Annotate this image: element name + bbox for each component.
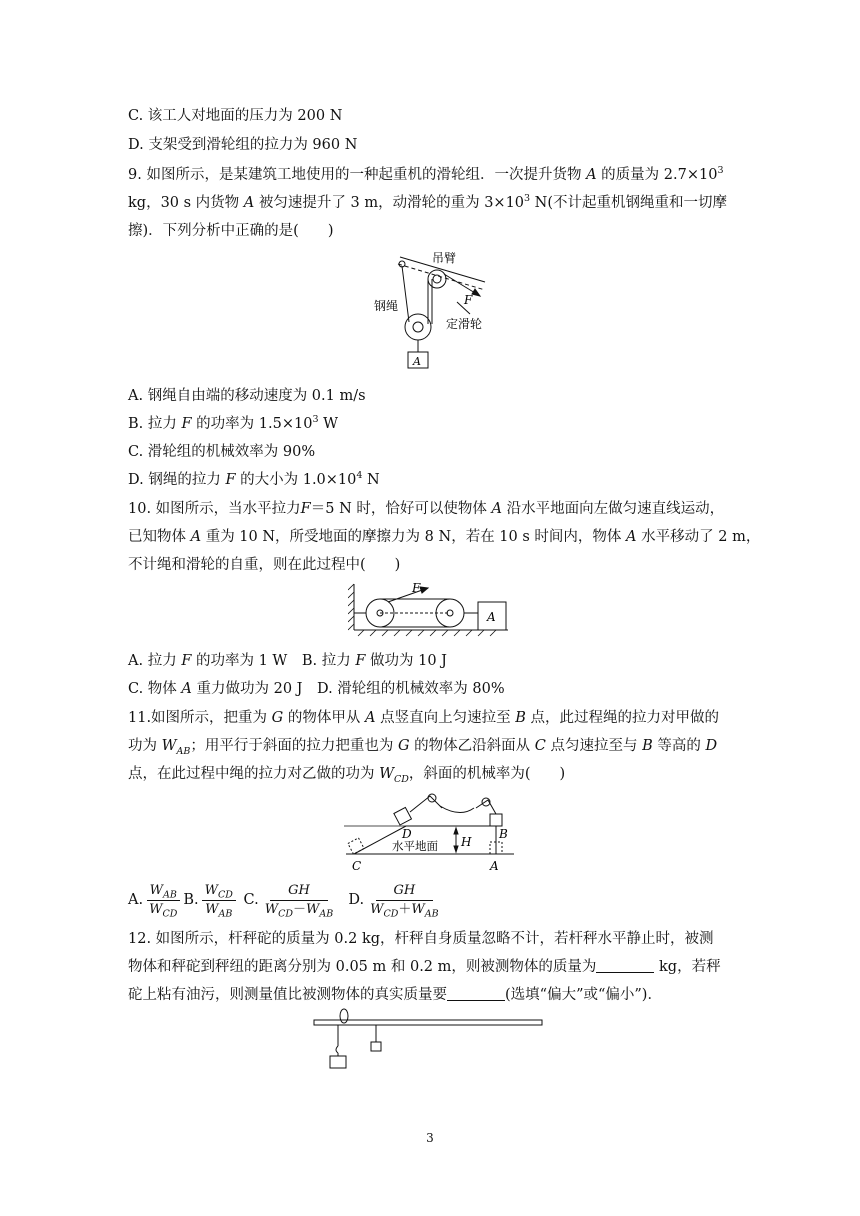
- q10-options-ab: A. 拉力 F 的功率为 1 W B. 拉力 F 做功为 10 J: [128, 653, 447, 669]
- q11-stem-line-3: 点，在此过程中绳的拉力对乙做的功为 $W_{CD}$，斜面的机械率为( ): [128, 766, 566, 785]
- q10-label-block: A: [487, 610, 496, 624]
- q9-label-arm: 吊臂: [432, 252, 457, 265]
- q11-options: A. $\frac{W_{AB}}{W_{CD}}$ B. $\frac{W_{CD}}{W_{AB}}$ C. $\frac{GH}{W_{CD}-W_{AB}}$ D. $\frac{GH}{W_{CD}+W_{AB}}$: [128, 882, 439, 920]
- q9-stem-line-1: 9. 如图所示，是某建筑工地使用的一种起重机的滑轮组．一次提升货物 A 的质量为 $2.7\times 10^3$: [128, 165, 724, 183]
- q12-answer-blank-1[interactable]: [596, 958, 654, 973]
- q11-label-d: D: [402, 827, 412, 841]
- page-number: 3: [426, 1131, 434, 1145]
- q10-stem-line-1: 10. 如图所示，当水平拉力F＝5 N 时，恰好可以使物体 A 沿水平地面向左做匀速直线运动，: [128, 501, 725, 517]
- q9-label-fixed-pulley: 定滑轮: [446, 317, 483, 331]
- q9-stem-line-2: kg，30 s 内货物 A 被匀速提升了 3 m，动滑轮的重为 $3\times 10^3$ N(不计起重机钢绳重和一切摩: [128, 193, 728, 211]
- q11-stem-line-2: 功为 $W_{AB}$；用平行于斜面的拉力把重也为 G 的物体乙沿斜面从 C 点匀速拉至与 B 等高的 D: [128, 738, 718, 757]
- q11-label-h: H: [461, 835, 472, 849]
- q9-stem-line-3: 擦)．下列分析中正确的是( ): [128, 223, 334, 239]
- q9-option-c: C. 滑轮组的机械效率为 90%: [128, 444, 316, 460]
- q11-incline-figure: [344, 786, 516, 876]
- q12-answer-blank-2[interactable]: [447, 986, 505, 1001]
- q9-option-a: A. 钢绳自由端的移动速度为 0.1 m/s: [128, 388, 366, 404]
- q11-label-a: A: [490, 859, 499, 873]
- q10-stem-line-2: 已知物体 A 重为 10 N，所受地面的摩擦力为 8 N，若在 10 s 时间内，物体 A 水平移动了 2 m，: [128, 529, 761, 545]
- q9-label-rope: 钢绳: [374, 299, 399, 313]
- q11-stem-line-1: 11.如图所示，把重为 G 的物体甲从 A 点竖直向上匀速拉至 B 点，此过程绳的拉力对甲做的: [128, 710, 719, 726]
- q8-option-d: D. 支架受到滑轮组的拉力为 960 N: [128, 137, 358, 153]
- q9-label-mass: A: [413, 355, 421, 368]
- q10-stem-line-3: 不计绳和滑轮的自重，则在此过程中( ): [128, 557, 401, 573]
- q12-stem-line-1: 12. 如图所示，杆秤砣的质量为 0.2 kg，杆秤自身质量忽略不计，若杆秤水平静止时，被测: [128, 931, 714, 947]
- q10-pulley-figure: [348, 582, 513, 638]
- q12-steelyard-figure: [312, 1008, 544, 1072]
- q9-crane-figure: [360, 252, 500, 372]
- q10-options-cd: C. 物体 A 重力做功为 20 J D. 滑轮组的机械效率为 80%: [128, 681, 505, 697]
- q9-option-d: D. 钢绳的拉力 F 的大小为 $1.0\times 10^4$ N: [128, 470, 380, 488]
- q8-option-c: C. 该工人对地面的压力为 200 N: [128, 108, 343, 124]
- q12-stem-line-3: 砣上粘有油污，则测量值比被测物体的真实质量要 (选填“偏大”或“偏小”)．: [128, 987, 662, 1003]
- q11-label-c: C: [352, 859, 362, 873]
- q10-label-force: F: [412, 582, 421, 595]
- q9-option-b: B. 拉力 F 的功率为 $1.5\times 10^3$ W: [128, 414, 338, 432]
- q11-label-b: B: [499, 827, 508, 841]
- q9-label-force: F: [464, 293, 473, 307]
- q12-stem-line-2: 物体和秤砣到秤纽的距离分别为 0.05 m 和 0.2 m，则被测物体的质量为 kg，若秤: [128, 959, 721, 975]
- q11-label-ground: 水平地面: [392, 839, 438, 853]
